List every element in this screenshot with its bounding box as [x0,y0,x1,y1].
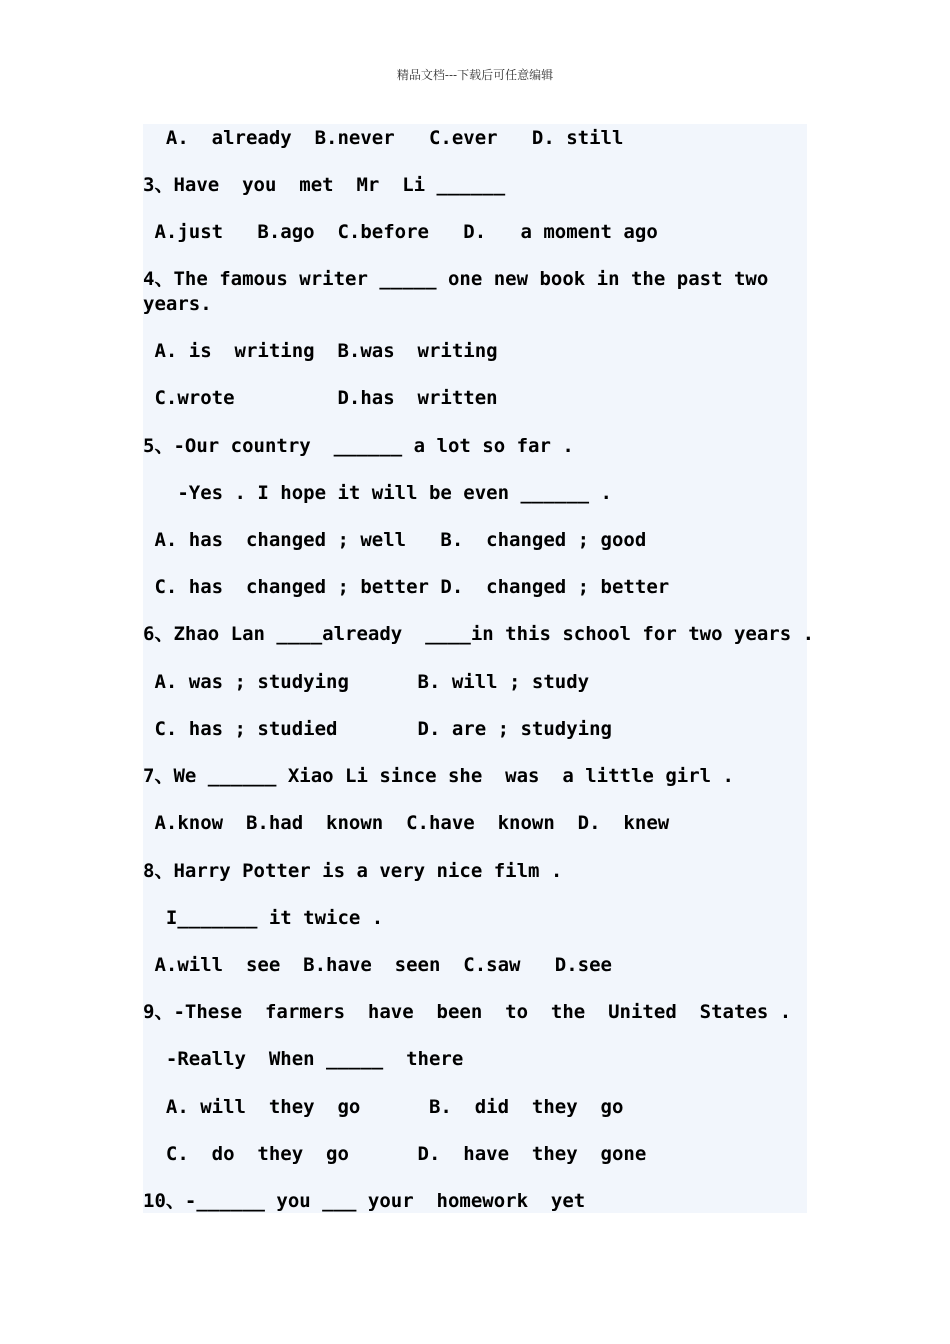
option-line-q9-a: A. will they go B. did they go [143,1096,624,1118]
question-10: 10、-______ you ___ your homework yet [143,1190,586,1212]
question-4: 4、The famous writer _____ one new book in the past two [143,268,769,290]
question-3: 3、Have you met Mr Li ______ [143,174,506,196]
option-line-q2: A. already B.never C.ever D. still [143,127,624,149]
question-9: 9、-These farmers have been to the United States . [143,1001,792,1023]
page-header: 精品文档---下载后可任意编辑 [396,68,554,82]
question-panel [143,124,815,1213]
question-8-cont: I_______ it twice . [143,907,384,929]
question-9-reply: -Really When _____ there [143,1048,464,1070]
option-line-q7: A.know B.had known C.have known D. knew [143,812,670,834]
option-line-q3: A.just B.ago C.before D. a moment ago [143,221,658,243]
option-line-q5-b: C. has changed ; better D. changed ; better [143,576,670,598]
option-line-q4-a: A. is writing B.was writing [143,340,498,362]
question-5-reply: -Yes . I hope it will be even ______ . [143,482,612,504]
question-7: 7、We ______ Xiao Li since she was a little girl . [143,765,734,787]
option-line-q4-b: C.wrote D.has written [143,387,498,409]
option-line-q9-b: C. do they go D. have they gone [143,1143,647,1165]
option-line-q5-a: A. has changed ; well B. changed ; good [143,529,647,551]
question-8: 8、Harry Potter is a very nice film . [143,860,563,882]
option-line-q8: A.will see B.have seen C.saw D.see [143,954,612,976]
option-line-q6-a: A. was ; studying B. will ; study [143,671,590,693]
question-6: 6、Zhao Lan ____already ____in this school for two years . [143,623,815,645]
question-4-cont: years. [143,293,212,315]
question-5: 5、-Our country ______ a lot so far . [143,435,574,457]
option-line-q6-b: C. has ; studied D. are ; studying [143,718,612,740]
